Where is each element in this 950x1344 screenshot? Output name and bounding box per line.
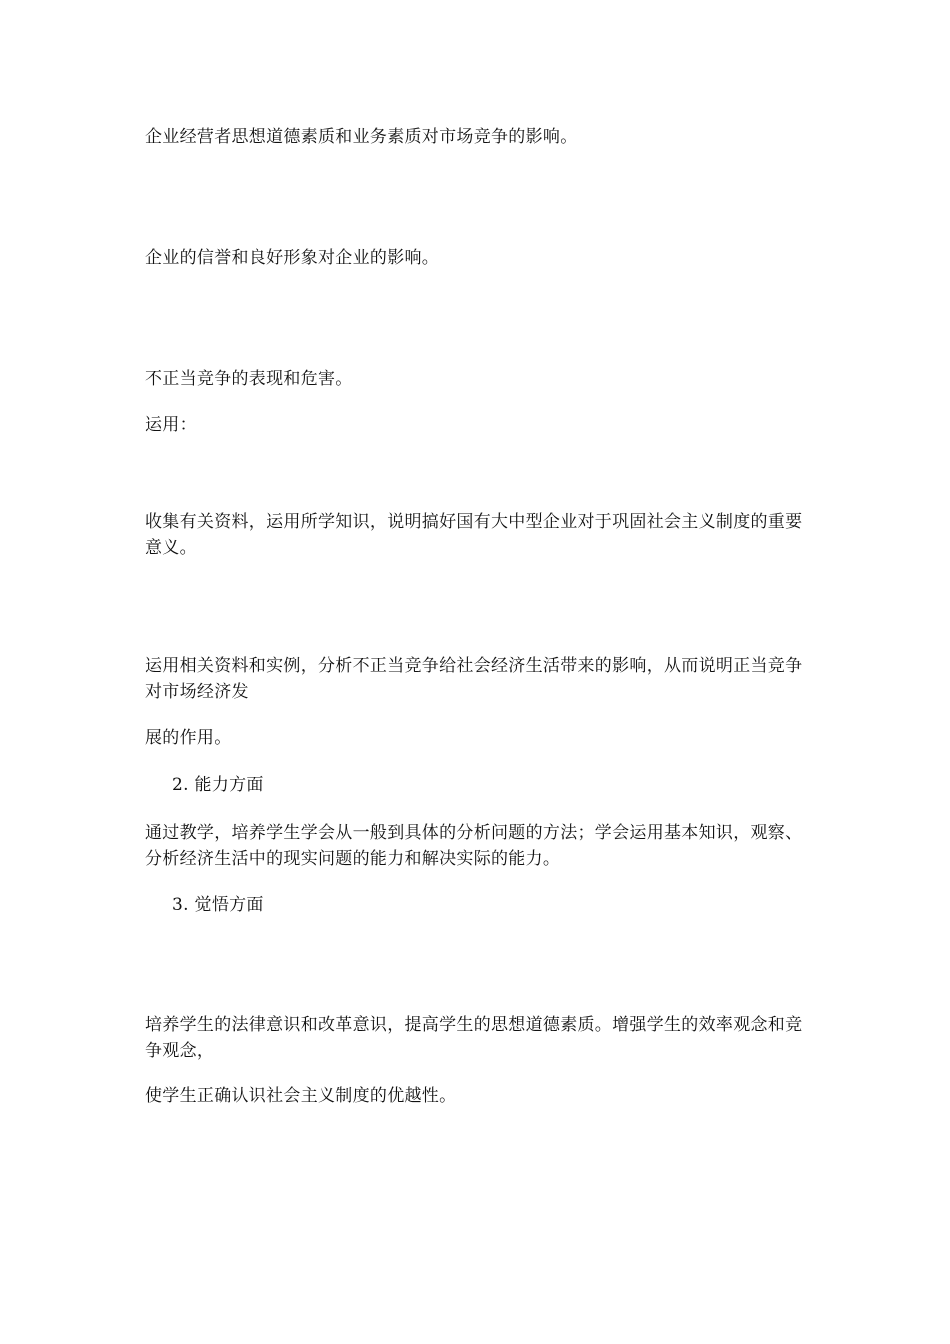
paragraph-application-heading: 运用：	[145, 415, 197, 435]
paragraph-ability: 通过教学，培养学生学会从一般到具体的分析问题的方法；学会运用基本知识，观察、分析经济生活中的现实问题的能力和解决实际的能力。	[145, 823, 803, 869]
paragraph-awareness-cont: 使学生正确认识社会主义制度的优越性。	[145, 1086, 457, 1106]
paragraph-competition-analysis-cont: 展的作用。	[145, 728, 232, 748]
paragraph-awareness: 培养学生的法律意识和改革意识，提高学生的思想道德素质。增强学生的效率观念和竞争观念，	[145, 1015, 803, 1061]
paragraph-entrepreneur-quality: 企业经营者思想道德素质和业务素质对市场竞争的影响。	[145, 127, 578, 147]
paragraph-state-enterprise: 收集有关资料，运用所学知识，说明搞好国有大中型企业对于巩固社会主义制度的重要意义。	[145, 512, 803, 558]
paragraph-unfair-competition: 不正当竞争的表现和危害。	[145, 369, 353, 389]
section-heading-awareness: 3. 觉悟方面	[172, 895, 264, 915]
paragraph-competition-analysis: 运用相关资料和实例，分析不正当竞争给社会经济生活带来的影响，从而说明正当竞争对市场经济发	[145, 656, 803, 702]
paragraph-enterprise-reputation: 企业的信誉和良好形象对企业的影响。	[145, 248, 440, 268]
section-heading-ability: 2. 能力方面	[172, 775, 264, 795]
